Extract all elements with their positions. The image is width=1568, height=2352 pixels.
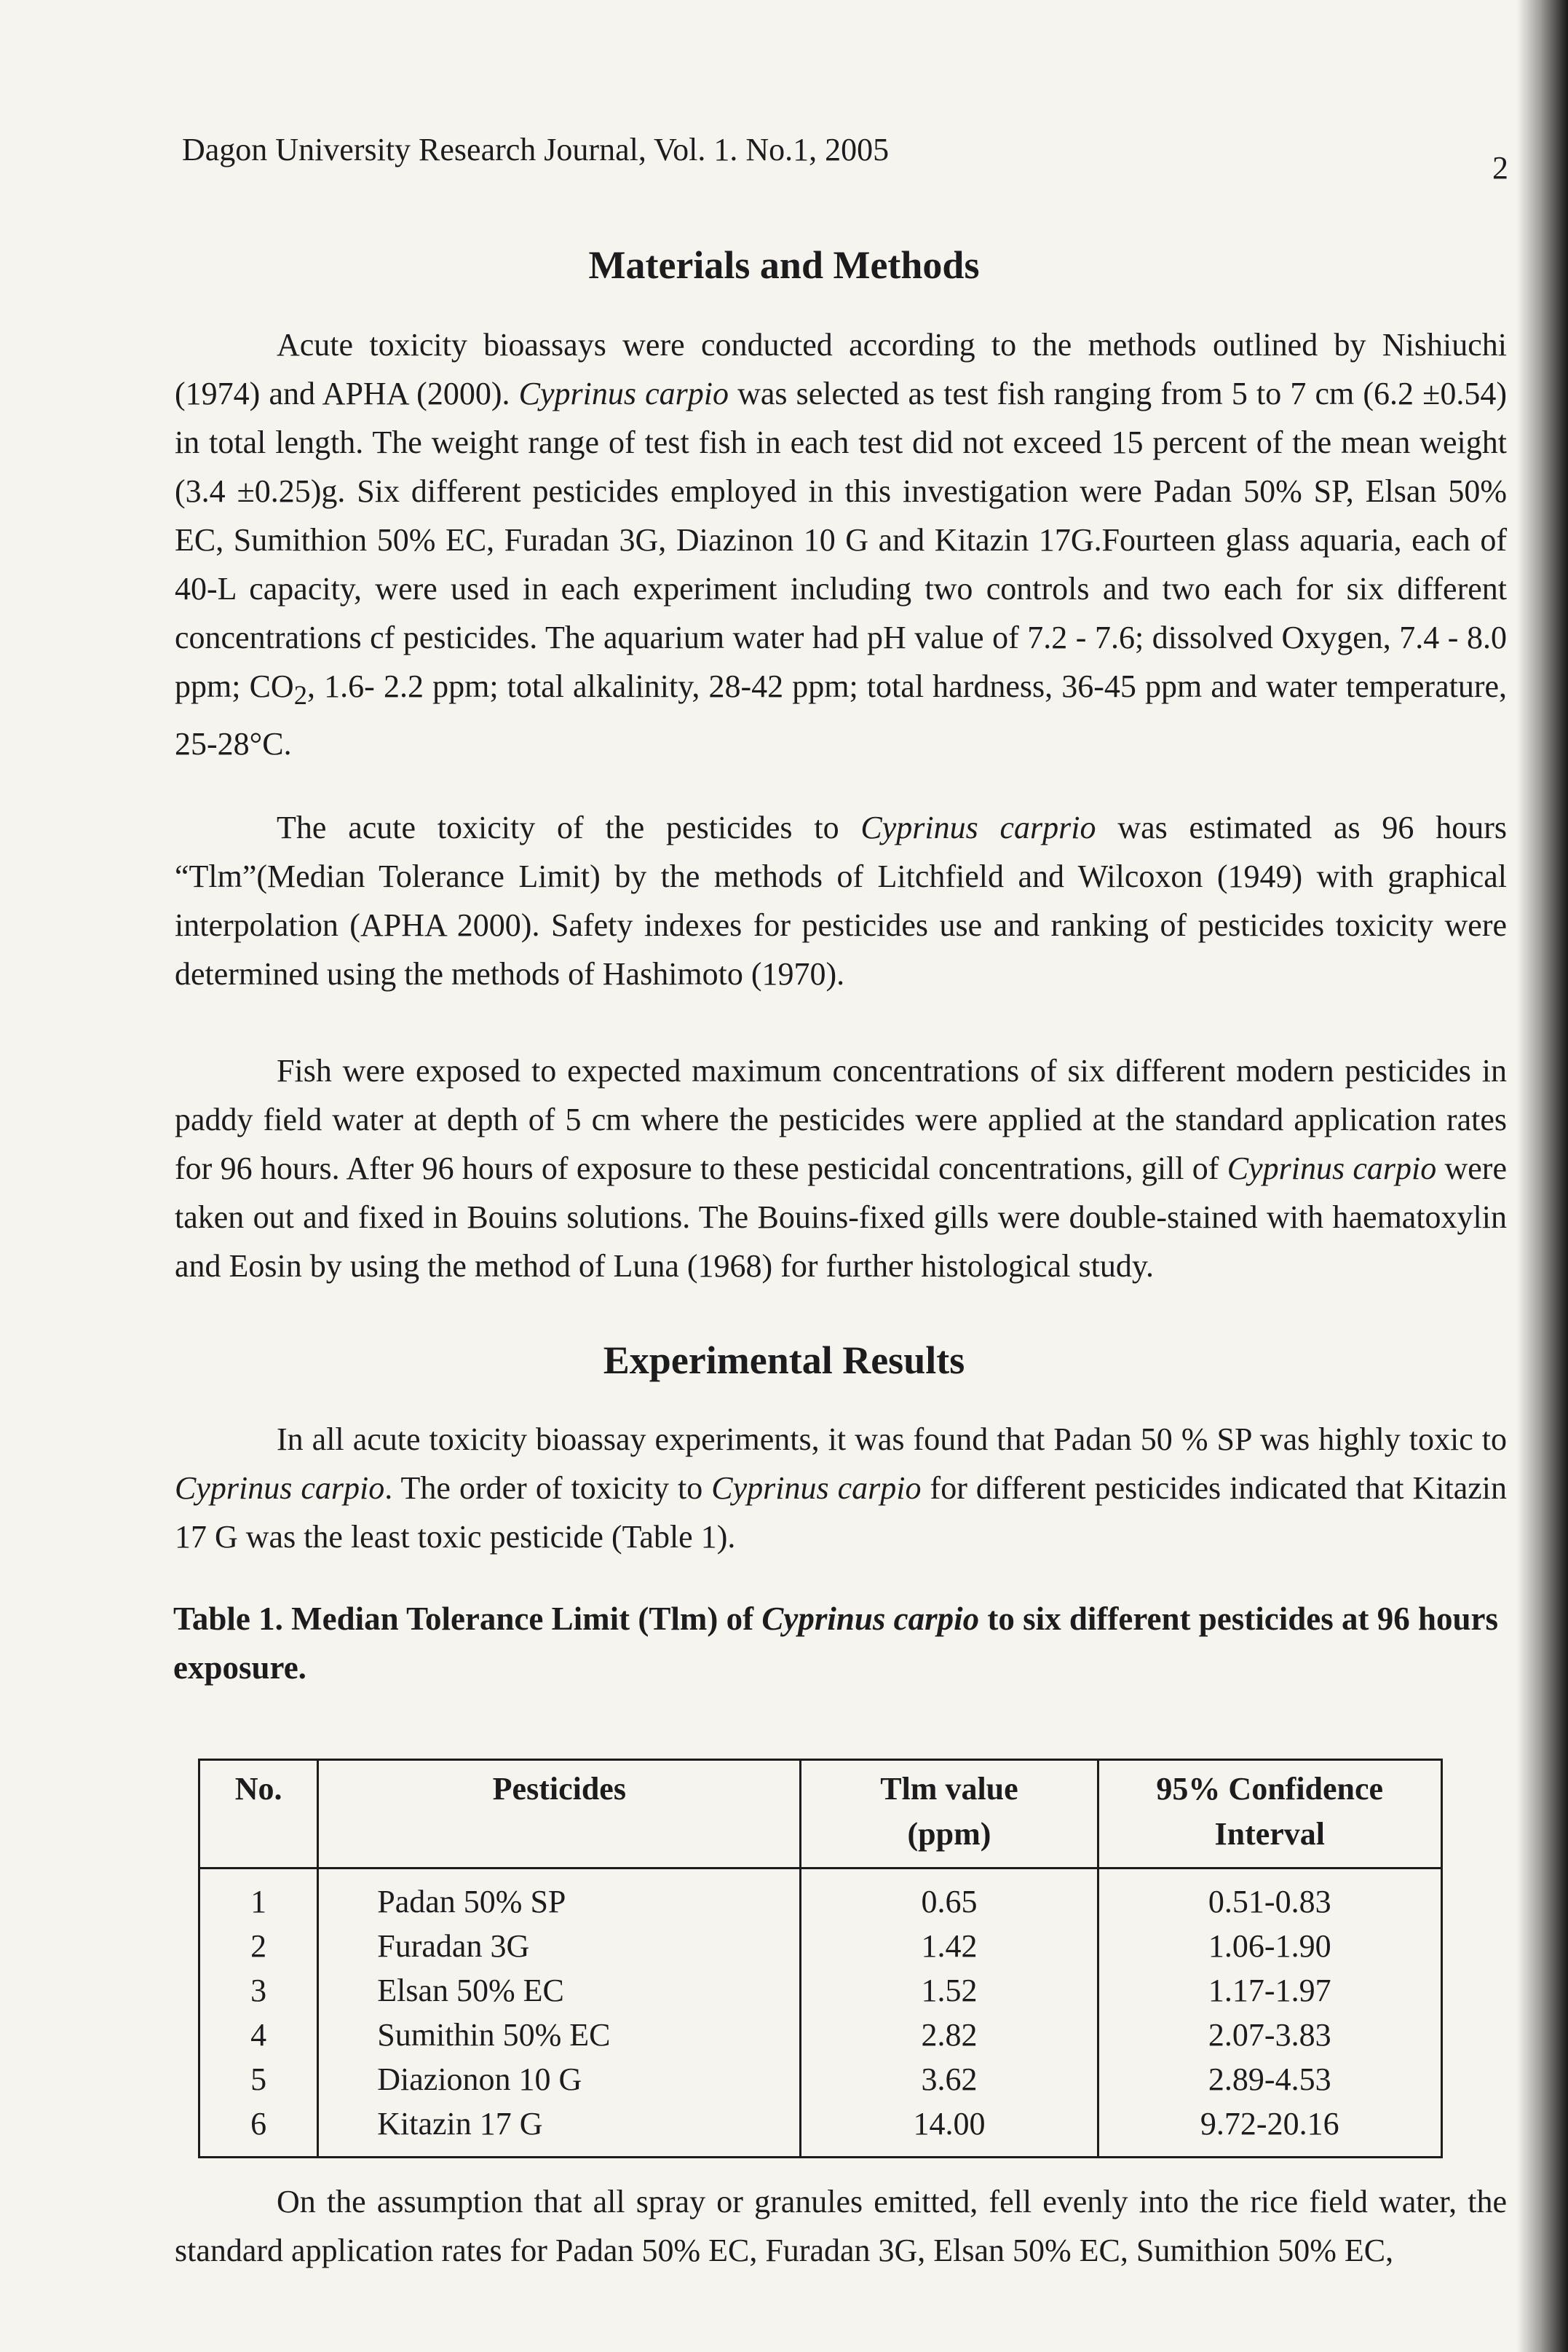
experimental-results-heading: Experimental Results xyxy=(603,1338,965,1382)
cell-pesticide: Padan 50% SP xyxy=(318,1868,801,1925)
table-row xyxy=(199,1924,1442,1968)
text-run: for different pesticides indicated that Kitazin 17 G was the least toxic pesticide (Table 1). xyxy=(175,1470,1507,1555)
cell-ci: 9.72-20.16 xyxy=(1200,2106,1339,2142)
header-ci xyxy=(1098,1760,1441,1868)
species-name: Cyprinus carprio xyxy=(860,810,1096,845)
cell-ci: 2.89-4.53 xyxy=(1208,2061,1331,2097)
header-no xyxy=(199,1760,318,1868)
header-ci-line2: Interval xyxy=(1214,1816,1326,1852)
table-caption xyxy=(173,1595,1513,1692)
species-name: Cyprinus carpio xyxy=(175,1470,385,1506)
cell-tlm: 1.52 xyxy=(801,1968,1098,2013)
paragraph-methods xyxy=(175,320,1507,768)
header-pesticides-label: Pesticides xyxy=(492,1771,626,1807)
caption-text: to six different pesticides at 96 hours exposure. xyxy=(173,1601,1499,1686)
species-name: Cyprinus carpio xyxy=(1227,1151,1437,1186)
header-tlm-line2: (ppm) xyxy=(907,1816,991,1852)
header-tlm-line1: Tlm value xyxy=(880,1771,1018,1807)
cell-pesticide: Furadan 3G xyxy=(318,1924,801,1968)
text-run: were taken out and fixed in Bouins solutions. The Bouins-fixed gills were double-stained with haematoxylin and Eosin by using the method of Luna (1968) for further histological study. xyxy=(175,1151,1507,1284)
subscript: 2 xyxy=(293,679,308,710)
materials-methods-heading: Materials and Methods xyxy=(588,243,980,287)
cell-tlm: 0.65 xyxy=(801,1868,1098,1925)
cell-no: 5 xyxy=(199,2057,318,2102)
paragraph-toxicity-estimation xyxy=(175,803,1507,998)
text-run: was estimated as 96 hours “Tlm”(Median Tolerance Limit) by the methods of Litchfield and Wilcoxon (1949) with graphical interpolation (APHA 2000). Safety indexes for pesticides use and ranking of pesticides toxicity were determined using the methods of Hashimoto (1970). xyxy=(175,810,1507,992)
cell-no: 2 xyxy=(199,1924,318,1968)
cell-tlm: 14.00 xyxy=(801,2102,1098,2158)
page-number: 2 xyxy=(1492,150,1508,186)
table-row xyxy=(199,1868,1442,1925)
text-run: Acute toxicity bioassays were conducted according to the methods outlined by Nishiuchi (1974) and APHA (2000). xyxy=(175,327,1507,411)
paragraph-results xyxy=(175,1415,1507,1561)
cell-pesticide: Kitazin 17 G xyxy=(318,2102,801,2158)
cell-no: 1 xyxy=(199,1868,318,1925)
header-pesticides xyxy=(318,1760,801,1868)
cell-ci: 1.06-1.90 xyxy=(1208,1928,1331,1964)
cell-no: 4 xyxy=(199,2013,318,2057)
cell-pesticide: Diazionon 10 G xyxy=(318,2057,801,2102)
binding-edge-shadow xyxy=(1517,0,1568,2352)
cell-ci: 1.17-1.97 xyxy=(1208,1973,1331,2008)
table-header-row xyxy=(199,1760,1442,1868)
cell-pesticide: Elsan 50% EC xyxy=(318,1968,801,2013)
cell-tlm: 3.62 xyxy=(801,2057,1098,2102)
header-ci-line1: 95% Confidence xyxy=(1156,1771,1384,1807)
paragraph-application-rates: On the assumption that all spray or granules emitted, fell evenly into the rice field water, the standard application rates for Padan 50% EC, Furadan 3G, Elsan 50% EC, Sumithion 50% EC, xyxy=(175,2184,1507,2268)
header-no-label: No. xyxy=(234,1771,282,1807)
table-row xyxy=(199,2013,1442,2057)
text-run: In all acute toxicity bioassay experiments, it was found that Padan 50 % SP was highly toxic to xyxy=(277,1421,1507,1457)
species-name: Cyprinus carpio xyxy=(518,376,729,411)
cell-tlm: 1.42 xyxy=(801,1924,1098,1968)
table-row xyxy=(199,2102,1442,2158)
text-run: , 1.6- 2.2 ppm; total alkalinity, 28-42 ppm; total hardness, 36-45 ppm and water temperature, 25-28°C. xyxy=(175,668,1508,762)
table-row xyxy=(199,2057,1442,2102)
running-header: Dagon University Research Journal, Vol. 1. No.1, 2005 xyxy=(182,132,890,167)
paragraph-exposure xyxy=(175,1046,1507,1290)
text-run: . The order of toxicity to xyxy=(384,1470,712,1506)
cell-no: 3 xyxy=(199,1968,318,2013)
text-run: The acute toxicity of the pesticides to xyxy=(277,810,861,845)
cell-no: 6 xyxy=(199,2102,318,2158)
text-run: was selected as test fish ranging from 5 to 7 cm (6.2 ±0.54) in total length. The weight range of test fish in each test did not exceed 15 percent of the mean weight (3.4 ±0.25)g. Six different pesticides employed in this investigation were Padan 50% SP, Elsan 50% EC, Sumithion 50% EC, Furadan 3G, Diazinon 10 G and Kitazin 17G.Fourteen glass aquaria, each of 40-L capacity, were used in each experiment including two controls and two each for six different concentrations cf pesticides. The aquarium water had pH value of 7.2 - 7.6; dissolved Oxygen, 7.4 - 8.0 ppm; CO xyxy=(175,376,1507,704)
table-row xyxy=(199,1968,1442,2013)
cell-ci: 2.07-3.83 xyxy=(1208,2017,1331,2053)
cell-tlm: 2.82 xyxy=(801,2013,1098,2057)
caption-species: Cyprinus carpio xyxy=(761,1601,980,1637)
caption-text: Table 1. Median Tolerance Limit (Tlm) of xyxy=(173,1601,762,1637)
header-tlm xyxy=(801,1760,1098,1868)
tlm-table xyxy=(198,1759,1443,2158)
species-name: Cyprinus carpio xyxy=(711,1470,922,1506)
cell-pesticide: Sumithin 50% EC xyxy=(318,2013,801,2057)
text-run: Fish were exposed to expected maximum concentrations of six different modern pesticides in paddy field water at depth of 5 cm where the pesticides were applied at the standard application rates for 96 hours. After 96 hours of exposure to these pesticidal concentrations, gill of xyxy=(175,1053,1507,1186)
cell-ci: 0.51-0.83 xyxy=(1208,1884,1331,1919)
